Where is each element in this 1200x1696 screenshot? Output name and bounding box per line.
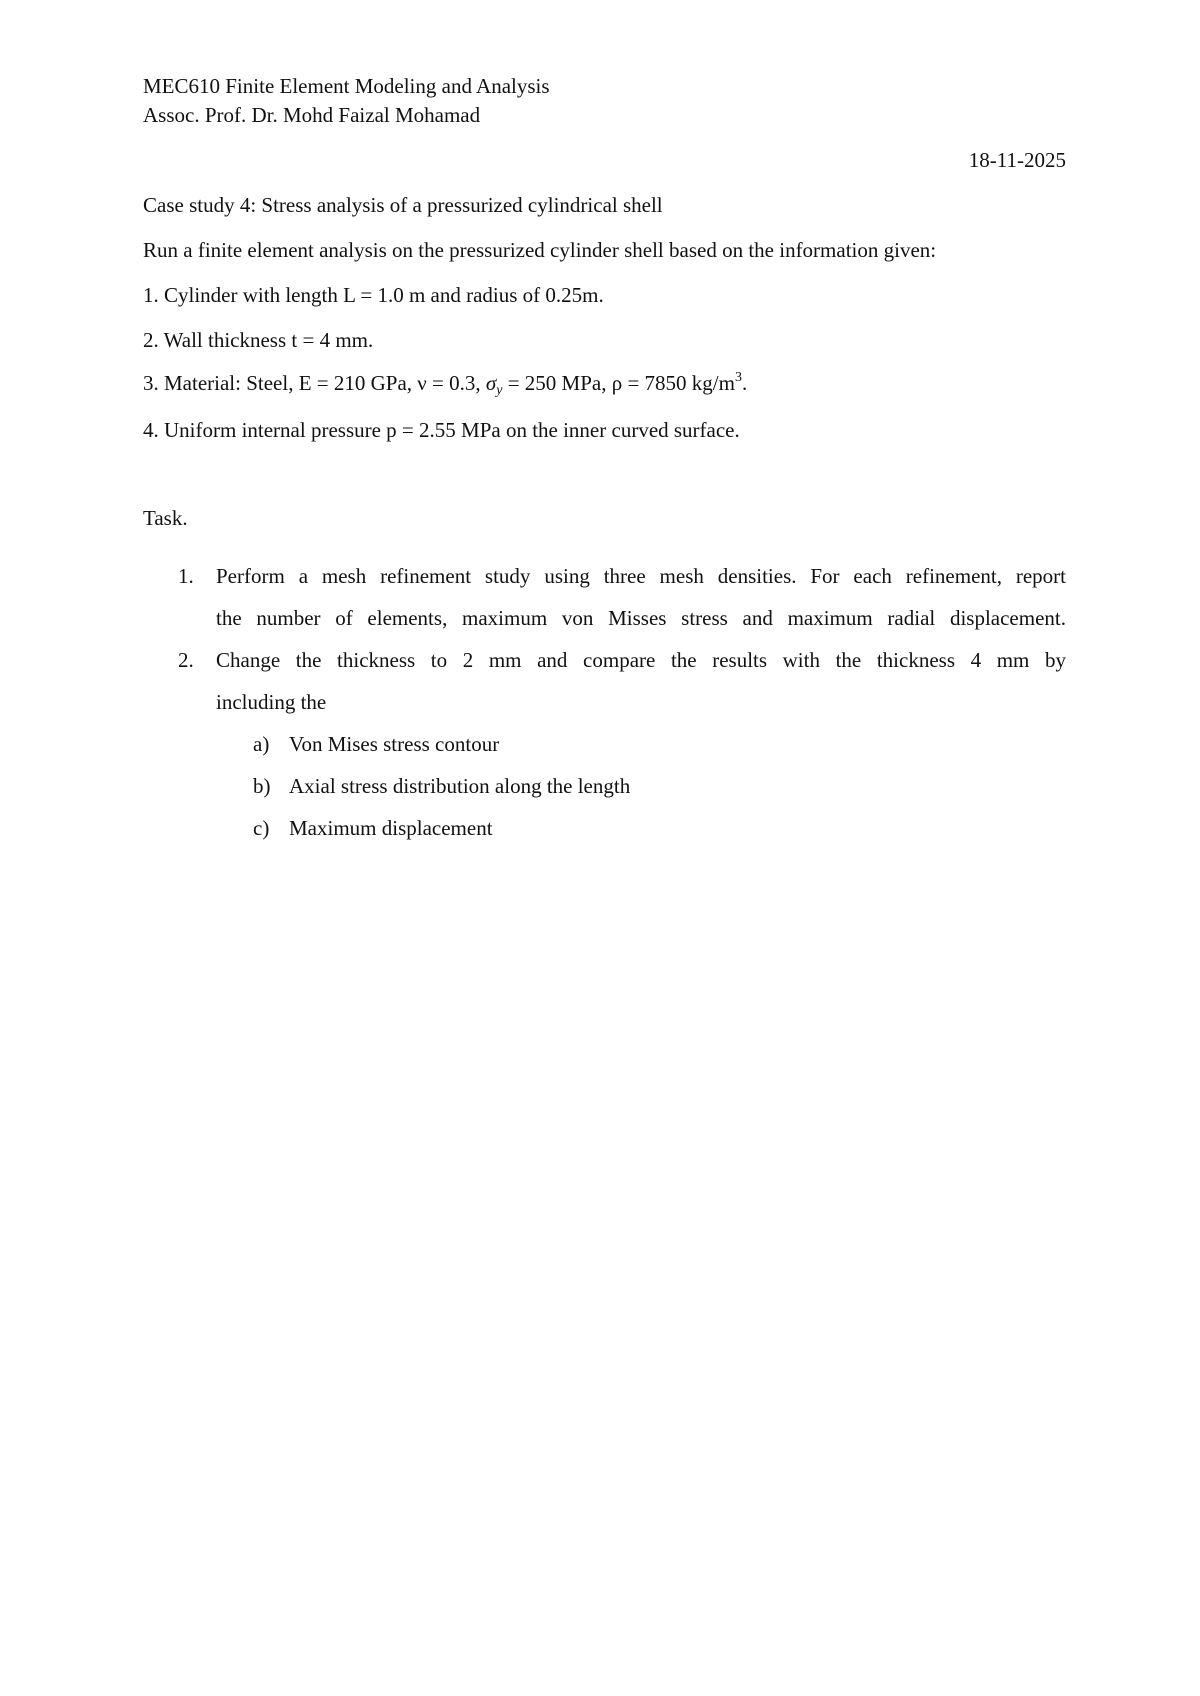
- task-2-line-1: Change the thickness to 2 mm and compare the results with the thickness 4 mm by: [216, 648, 1066, 672]
- task-1-line-2: the number of elements, maximum von Misses stress and maximum radial displacement.: [216, 606, 1066, 630]
- document-date: 18-11-2025: [968, 148, 1066, 172]
- task-1-line-1: Perform a mesh refinement study using three mesh densities. For each refinement, report: [216, 564, 1066, 588]
- yield-stress-subscript: y: [496, 383, 503, 398]
- yield-stress-symbol: σ: [485, 371, 497, 395]
- spec-item-3-mid: = 250 MPa, ρ = 7850 kg/m: [502, 371, 735, 395]
- spec-item-2: 2. Wall thickness t = 4 mm.: [143, 328, 374, 352]
- spec-item-1: 1. Cylinder with length L = 1.0 m and radius of 0.25m.: [143, 283, 604, 307]
- sub-item-c-letter: c): [253, 816, 270, 840]
- task-heading: Task.: [143, 506, 188, 530]
- sub-item-c: Maximum displacement: [289, 816, 493, 840]
- density-exponent: 3: [734, 370, 742, 385]
- spec-item-3-end: .: [741, 371, 748, 395]
- spec-item-3: [143, 370, 748, 398]
- task-1-number: 1.: [178, 564, 194, 588]
- lecturer-name: Assoc. Prof. Dr. Mohd Faizal Mohamad: [143, 103, 481, 127]
- sub-item-a: Von Mises stress contour: [289, 732, 500, 756]
- sub-item-b-letter: b): [253, 774, 271, 798]
- spec-item-4: 4. Uniform internal pressure p = 2.55 MPa on the inner curved surface.: [143, 418, 740, 442]
- sub-item-b: Axial stress distribution along the length: [289, 774, 631, 798]
- case-study-intro: Run a finite element analysis on the pressurized cylinder shell based on the information given:: [143, 238, 937, 262]
- case-study-title: Case study 4: Stress analysis of a pressurized cylindrical shell: [143, 193, 663, 217]
- spec-item-3-prefix: 3. Material: Steel, E = 210 GPa, ν = 0.3,: [143, 371, 481, 395]
- course-title: MEC610 Finite Element Modeling and Analysis: [143, 74, 550, 98]
- task-2-line-2: including the: [216, 690, 327, 714]
- task-2-number: 2.: [178, 648, 194, 672]
- sub-item-a-letter: a): [253, 732, 270, 756]
